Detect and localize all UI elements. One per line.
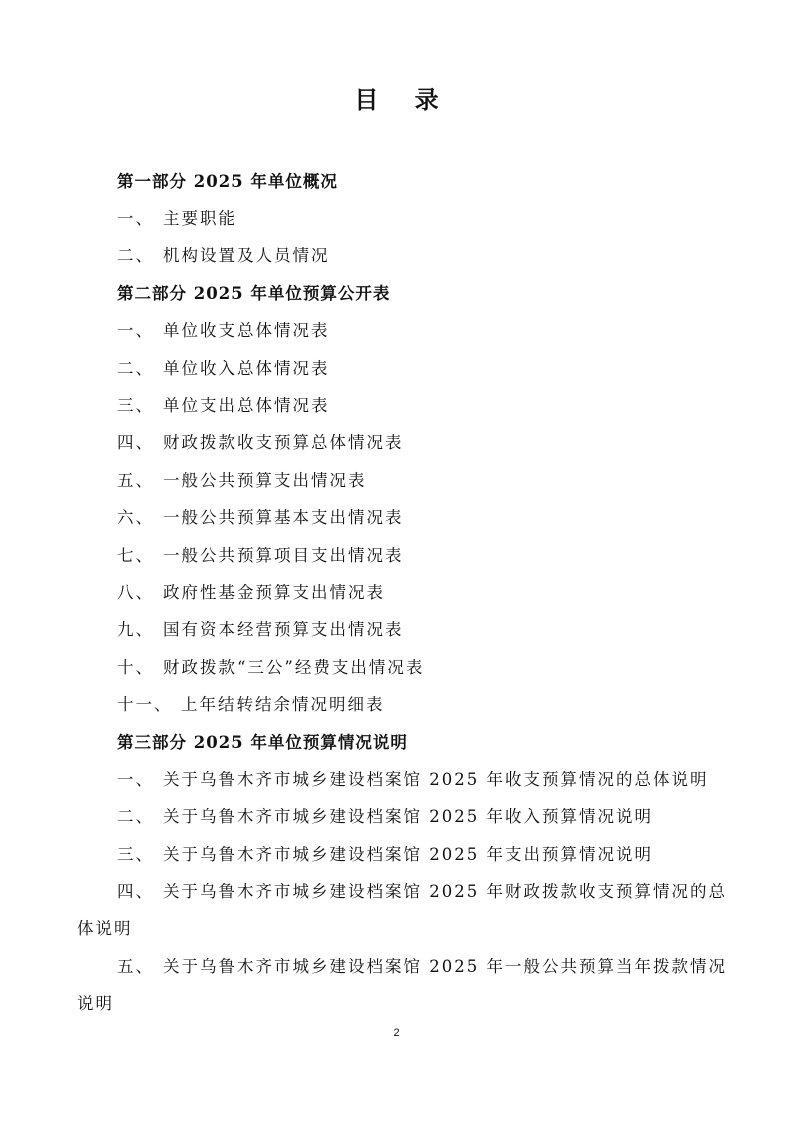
toc-item xyxy=(117,953,727,977)
toc-item xyxy=(117,504,404,528)
toc-item-number: 九、 xyxy=(117,620,154,639)
toc-item-number: 七、 xyxy=(117,546,154,565)
toc-item-number: 二、 xyxy=(117,807,154,826)
toc-item-text: 财政拨款收支预算总体情况表 xyxy=(163,433,404,452)
toc-item-number: 一、 xyxy=(117,770,154,789)
toc-item-continuation: 说明 xyxy=(77,994,114,1013)
toc-item-number: 一、 xyxy=(117,209,154,228)
toc-item xyxy=(117,616,404,640)
page-title: 目 录 xyxy=(354,85,453,114)
toc-item-number: 四、 xyxy=(117,882,154,901)
toc-item xyxy=(117,878,727,902)
toc-item-text: 关于乌鲁木齐市城乡建设档案馆 2025 年一般公共预算当年拨款情况 xyxy=(163,957,727,976)
toc-item xyxy=(117,841,653,865)
toc-item-number: 二、 xyxy=(117,246,154,265)
part-2-heading: 第二部分 2025 年单位预算公开表 xyxy=(117,284,391,303)
toc-item xyxy=(117,766,708,790)
toc-item xyxy=(117,355,330,379)
part-1-heading: 第一部分 2025 年单位概况 xyxy=(117,172,338,191)
page-number: 2 xyxy=(393,1027,400,1039)
toc-item-number: 三、 xyxy=(117,396,154,415)
toc-item xyxy=(117,467,367,491)
toc-item-text: 上年结转结余情况明细表 xyxy=(181,695,385,714)
toc-item-text: 一般公共预算项目支出情况表 xyxy=(163,546,404,565)
toc-item-number: 十、 xyxy=(117,658,154,677)
toc-item xyxy=(117,317,330,341)
toc-item-text: 一般公共预算基本支出情况表 xyxy=(163,508,404,527)
toc-item xyxy=(117,429,404,453)
toc-item-text: 关于乌鲁木齐市城乡建设档案馆 2025 年收支预算情况的总体说明 xyxy=(163,770,709,789)
toc-item xyxy=(117,542,404,566)
toc-item-number: 五、 xyxy=(117,471,154,490)
toc-item-text: 关于乌鲁木齐市城乡建设档案馆 2025 年财政拨款收支预算情况的总 xyxy=(163,882,727,901)
toc-item xyxy=(117,205,237,229)
toc-item-text: 单位支出总体情况表 xyxy=(163,396,330,415)
toc-item-text: 财政拨款“三公”经费支出情况表 xyxy=(163,658,425,677)
toc-item xyxy=(117,691,385,715)
toc-item-number: 八、 xyxy=(117,583,154,602)
toc-item-number: 六、 xyxy=(117,508,154,527)
toc-item-text: 主要职能 xyxy=(163,209,237,228)
part-3-heading: 第三部分 2025 年单位预算情况说明 xyxy=(117,733,408,752)
toc-item xyxy=(117,654,424,678)
toc-item-number: 三、 xyxy=(117,845,154,864)
toc-item-text: 机构设置及人员情况 xyxy=(163,246,330,265)
toc-item-number: 二、 xyxy=(117,359,154,378)
toc-item-text: 关于乌鲁木齐市城乡建设档案馆 2025 年支出预算情况说明 xyxy=(163,845,653,864)
toc-item-text: 一般公共预算支出情况表 xyxy=(163,471,367,490)
toc-item-text: 单位收支总体情况表 xyxy=(163,321,330,340)
toc-item-number: 四、 xyxy=(117,433,154,452)
toc-item xyxy=(117,579,385,603)
toc-item-number: 一、 xyxy=(117,321,154,340)
toc-item-text: 关于乌鲁木齐市城乡建设档案馆 2025 年收入预算情况说明 xyxy=(163,807,653,826)
toc-item-number: 五、 xyxy=(117,957,154,976)
toc-item xyxy=(117,242,330,266)
toc-item-text: 单位收入总体情况表 xyxy=(163,359,330,378)
toc-item-text: 国有资本经营预算支出情况表 xyxy=(163,620,404,639)
toc-item-number: 十一、 xyxy=(117,695,173,714)
toc-item xyxy=(117,803,653,827)
toc-item xyxy=(117,392,330,416)
toc-item-continuation: 体说明 xyxy=(77,919,133,938)
toc-item-text: 政府性基金预算支出情况表 xyxy=(163,583,385,602)
